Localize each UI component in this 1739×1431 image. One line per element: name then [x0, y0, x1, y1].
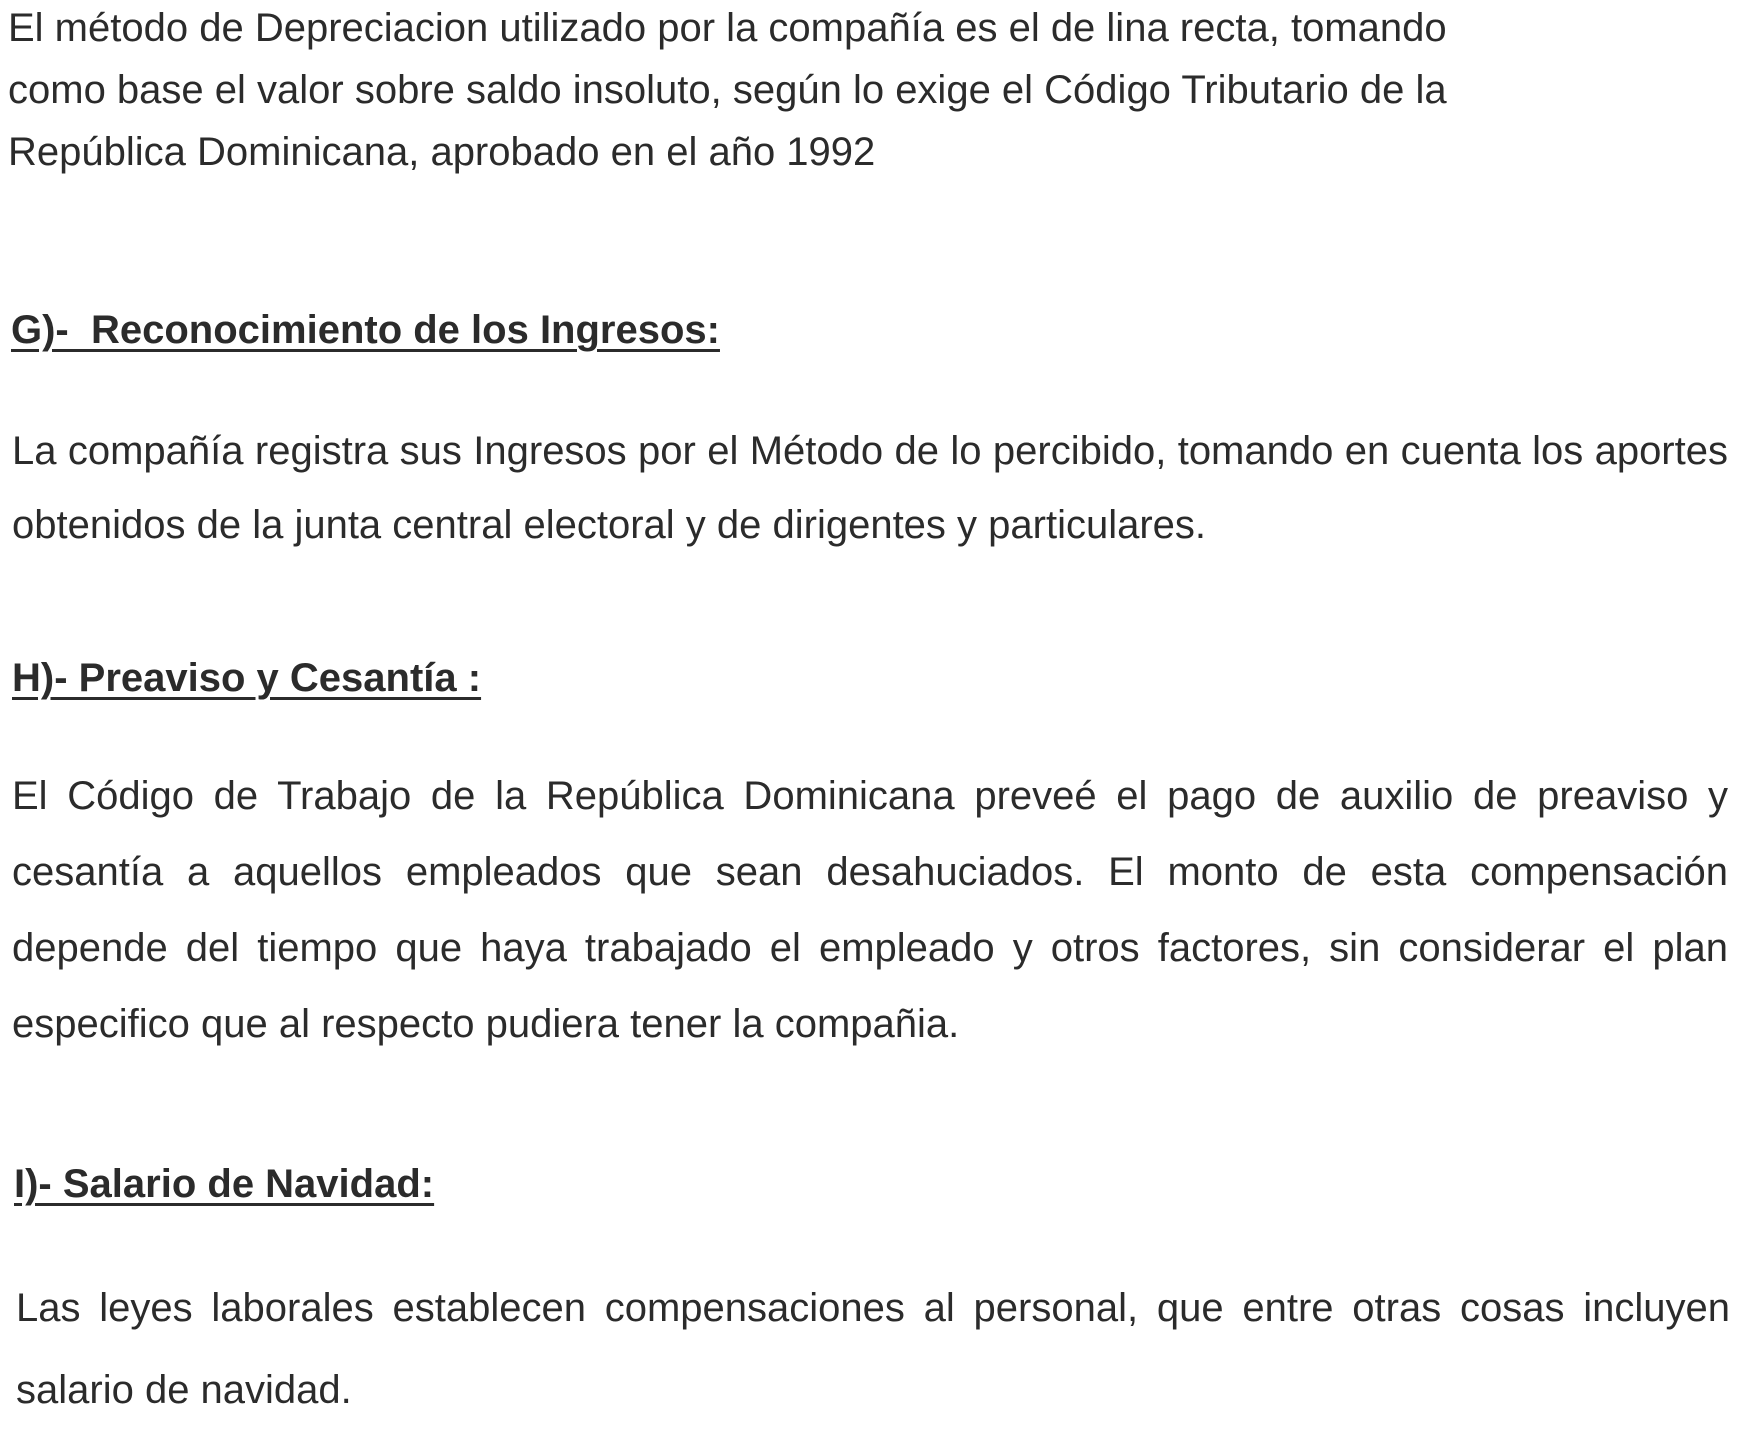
section-heading-income-recognition: G)- Reconocimiento de los Ingresos: — [11, 308, 720, 352]
christmas-paragraph: Las leyes laborales establecen compensaciones al personal, que entre otras cosas incluyen salario de navidad. — [16, 1286, 1730, 1412]
income-paragraph: La compañía registra sus Ingresos por el Método de lo percibido, tomando en cuenta los aportes obtenidos de la junta central electoral y de dirigentes y particulares. — [12, 429, 1728, 547]
severance-paragraph: El Código de Trabajo de la República Dominicana preveé el pago de auxilio de preaviso y cesantía a aquellos empleados que sean desahuciados. El monto de esta compensación depende del tiempo que haya trabajado el empleado y otros factores, sin considerar el plan especifico que al respecto pudiera tener la compañia. — [12, 774, 1728, 1046]
section-heading-severance: H)- Preaviso y Cesantía : — [12, 656, 482, 700]
section-heading-christmas-salary: I)- Salario de Navidad: — [14, 1162, 435, 1206]
depreciation-paragraph: El método de Depreciacion utilizado por la compañía es el de lina recta, tomando como base el valor sobre saldo insoluto, según lo exige el Código Tributario de la República Dominicana, aprobado en el año 1992 — [8, 6, 1447, 174]
